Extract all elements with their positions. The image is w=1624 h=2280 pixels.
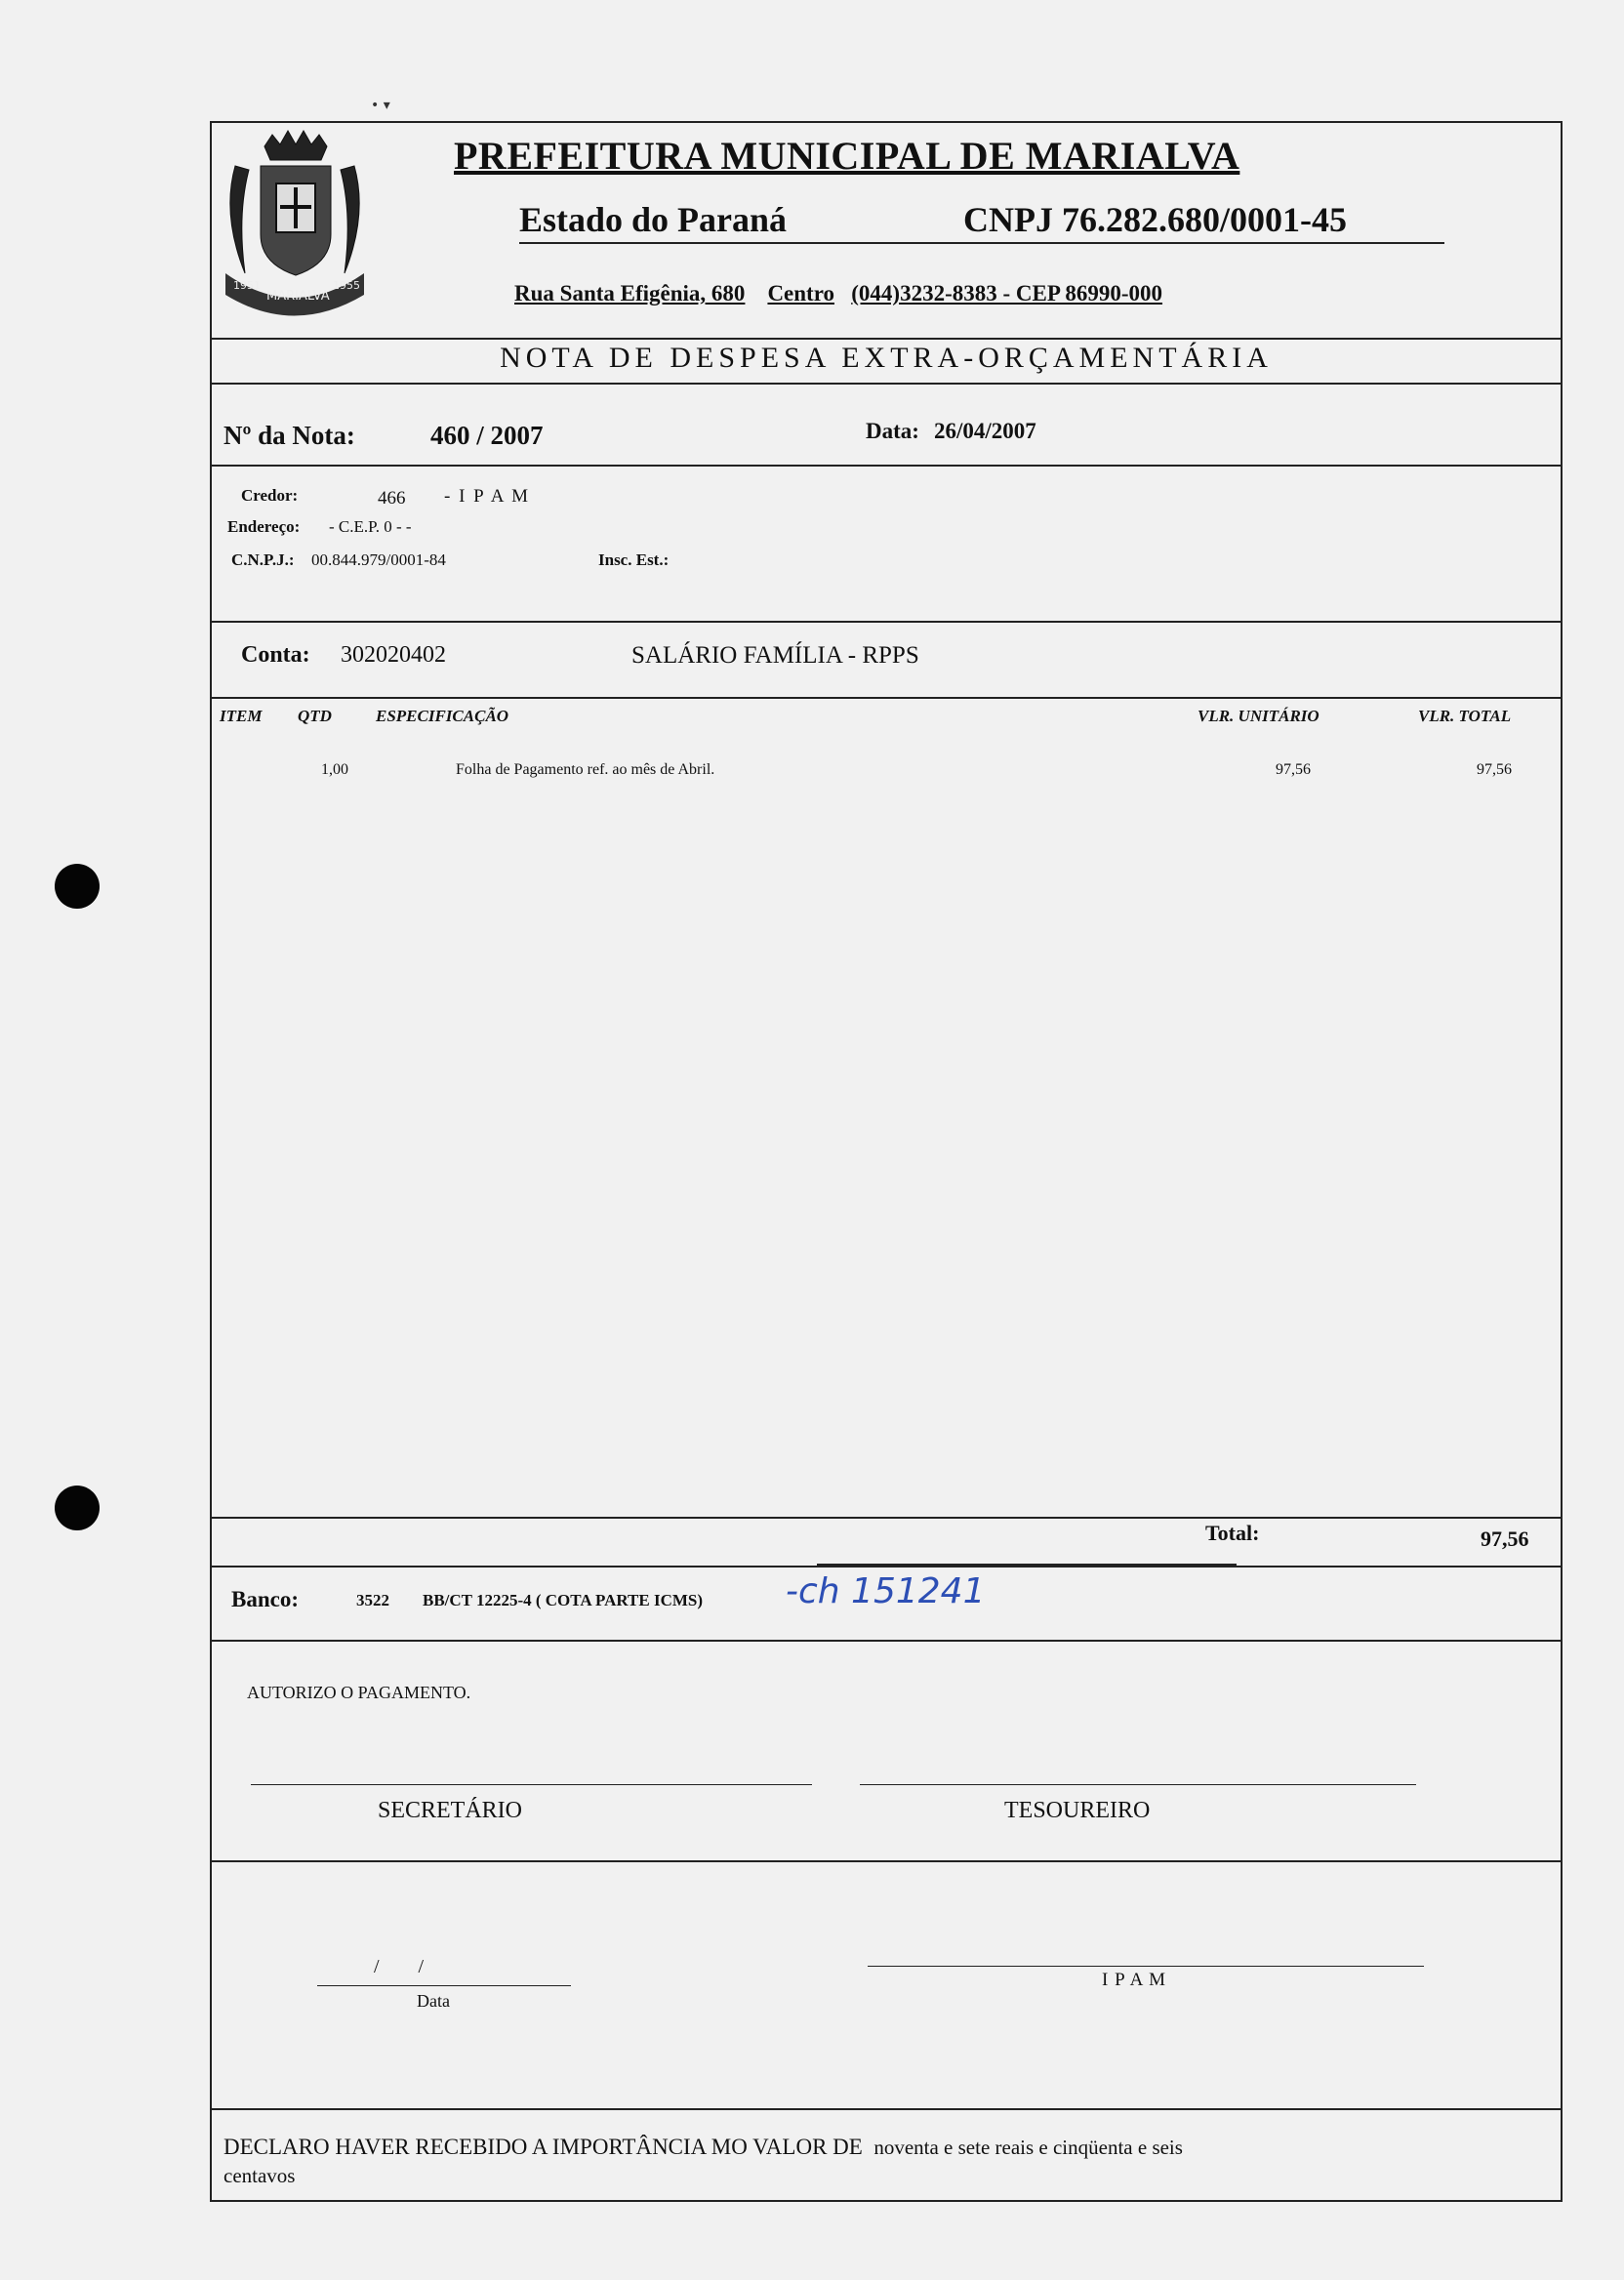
divider — [212, 1640, 1561, 1642]
scan-mark: • ▾ — [371, 98, 390, 113]
header-state — [519, 199, 1444, 244]
authorize-payment-text: AUTORIZO O PAGAMENTO. — [247, 1683, 471, 1702]
note-date-label: Data: — [866, 419, 919, 443]
secretary-signature-line — [251, 1784, 812, 1785]
divider — [212, 1566, 1561, 1568]
bank-code: 3522 — [356, 1591, 389, 1609]
address-district: Centro — [767, 281, 834, 305]
note-number-label: Nº da Nota: — [223, 421, 355, 450]
receipt-date-slashes: / / — [374, 1956, 425, 1977]
note-number-value: 460 / 2007 — [430, 421, 544, 450]
municipal-seal-icon — [216, 127, 374, 322]
bank-description: BB/CT 12225-4 ( COTA PARTE ICMS) — [423, 1591, 704, 1609]
state-registration-label: Insc. Est.: — [598, 550, 670, 569]
account-number: 302020402 — [341, 642, 446, 668]
divider — [212, 2108, 1561, 2110]
divider — [212, 1860, 1561, 1862]
col-header-qtd: QTD — [298, 707, 332, 725]
state-name: Estado do Paraná — [519, 200, 788, 239]
treasurer-signature-line — [860, 1784, 1416, 1785]
seal-year-left: 1951 — [233, 279, 261, 292]
col-header-item: ITEM — [220, 707, 263, 725]
secretary-label: SECRETÁRIO — [378, 1798, 523, 1823]
bank-label: Banco: — [231, 1587, 299, 1611]
address-value: - C.E.P. 0 - - — [329, 517, 412, 536]
total-label: Total: — [1205, 1521, 1260, 1545]
creditor-cnpj-label: C.N.P.J.: — [231, 550, 295, 569]
punch-hole-bottom — [55, 1486, 100, 1530]
treasurer-label: TESOUREIRO — [1004, 1798, 1151, 1823]
document-title: NOTA DE DESPESA EXTRA-ORÇAMENTÁRIA — [500, 342, 1273, 374]
payee-signature-line — [868, 1966, 1424, 1967]
header-title: PREFEITURA MUNICIPAL DE MARIALVA — [454, 134, 1240, 178]
divider — [212, 1517, 1561, 1519]
declaration-text — [223, 2134, 1512, 2190]
row-total-value: 97,56 — [1477, 761, 1512, 778]
bank-underline — [817, 1564, 1237, 1566]
row-qtd: 1,00 — [321, 761, 348, 778]
creditor-cnpj-value: 00.844.979/0001-84 — [311, 550, 446, 569]
header-cnpj: CNPJ 76.282.680/0001-45 — [963, 200, 1347, 239]
punch-hole-top — [55, 864, 100, 909]
row-unit-value: 97,56 — [1276, 761, 1311, 778]
receipt-date-label: Data — [417, 1991, 450, 2011]
address-label: Endereço: — [227, 517, 301, 536]
amount-in-words-cont: centavos — [223, 2163, 296, 2187]
divider — [212, 621, 1561, 623]
col-header-unit-value: VLR. UNITÁRIO — [1198, 707, 1320, 725]
creditor-label: Credor: — [241, 486, 299, 505]
creditor-code: 466 — [378, 488, 406, 509]
address-phone-cep: (044)3232-8383 - CEP 86990-000 — [851, 281, 1163, 305]
note-date-value: 26/04/2007 — [934, 419, 1036, 443]
divider — [212, 465, 1561, 467]
expense-note-form — [210, 121, 1563, 2202]
handwritten-check-number: -ch 151241 — [786, 1571, 986, 1611]
divider — [212, 697, 1561, 699]
seal-ribbon-text: MARIALVA — [266, 289, 330, 304]
header-address-line — [514, 281, 1162, 306]
declaration-lead: DECLARO HAVER RECEBIDO A IMPORTÂNCIA MO VALOR DE — [223, 2135, 863, 2159]
seal-year-right: 1955 — [333, 279, 360, 292]
account-label: Conta: — [241, 642, 310, 668]
account-name: SALÁRIO FAMÍLIA - RPPS — [631, 642, 919, 669]
total-value: 97,56 — [1481, 1527, 1529, 1551]
col-header-spec: ESPECIFICAÇÃO — [376, 707, 509, 725]
amount-in-words: noventa e sete reais e cinqüenta e seis — [873, 2136, 1183, 2159]
address-street: Rua Santa Efigênia, 680 — [514, 281, 746, 305]
divider — [212, 383, 1561, 385]
payee-label: I P A M — [1102, 1970, 1166, 1990]
col-header-total-value: VLR. TOTAL — [1418, 707, 1512, 725]
receipt-date-line — [317, 1985, 571, 1986]
divider — [212, 338, 1561, 340]
creditor-name: - I P A M — [444, 486, 531, 507]
row-spec: Folha de Pagamento ref. ao mês de Abril. — [456, 761, 715, 778]
